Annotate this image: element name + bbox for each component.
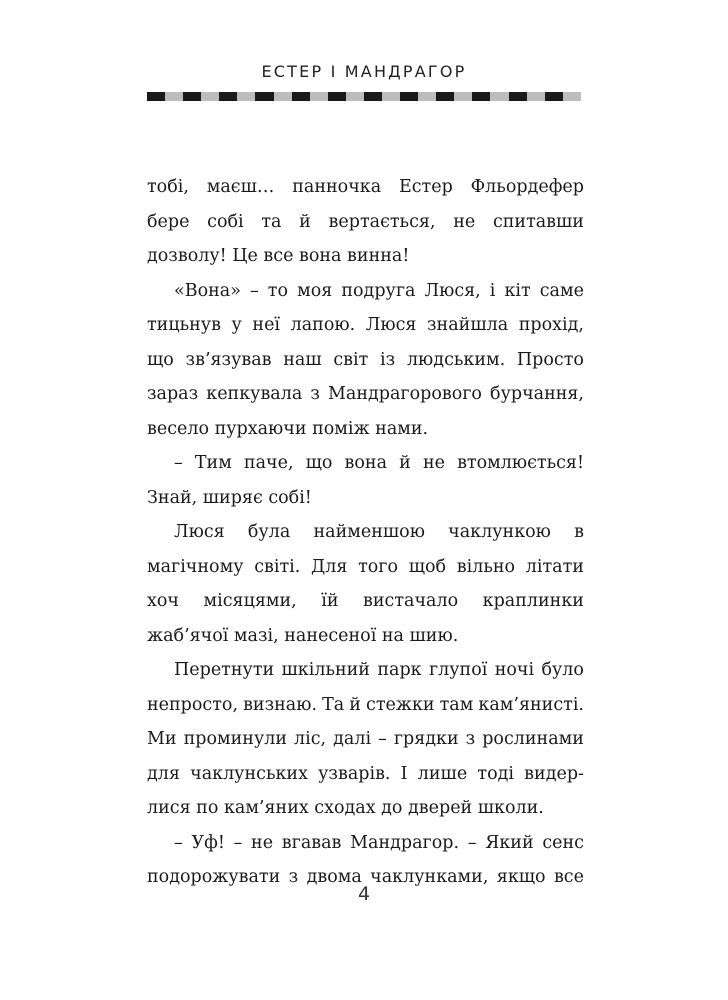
text-word: хоч: [147, 591, 179, 611]
text-line: [147, 619, 584, 654]
text-word: та: [261, 211, 282, 232]
text-word: панночка: [292, 177, 382, 197]
text-word: не: [251, 832, 274, 853]
text-word: –: [174, 832, 183, 853]
text-word: Ми: [147, 729, 177, 749]
text-word: чаклунками,: [370, 867, 489, 887]
text-word: їй: [321, 591, 339, 611]
text-word: –: [378, 729, 387, 749]
text-word: Люся: [365, 315, 417, 335]
text-word: зв’язував: [185, 349, 272, 370]
text-word: проминули: [183, 729, 288, 749]
text-word: –: [174, 453, 183, 473]
text-line: [147, 446, 584, 481]
text-word: лапою.: [290, 315, 356, 335]
text-word: спитавши: [492, 211, 584, 232]
text-word: й: [299, 211, 311, 232]
text-word: у: [231, 315, 242, 335]
text-word: лише: [417, 763, 468, 784]
text-word: моя: [297, 280, 333, 301]
text-word: не: [422, 453, 445, 473]
text-word: бере: [147, 211, 190, 232]
text-word: для: [147, 763, 180, 784]
text-line: [147, 377, 584, 412]
text-word: Мандрагорового: [327, 384, 482, 404]
text-line: [147, 412, 584, 447]
running-head-title: ЕСТЕР І МАНДРАГОР: [261, 62, 467, 81]
text-word: вистачало: [363, 591, 459, 611]
text-word: саме: [539, 280, 584, 301]
text-line: [147, 239, 584, 274]
text-word: собі: [207, 211, 244, 232]
text-word: непросто,: [147, 694, 239, 715]
text-word: кіт: [504, 280, 531, 301]
text-word: визнаю.: [243, 694, 318, 715]
text-word: –: [249, 280, 259, 301]
text-word: Тим: [194, 453, 232, 473]
text-word: Просто: [516, 349, 584, 370]
text-word: кам’янисті.: [478, 694, 584, 715]
text-word: й: [399, 453, 411, 473]
text-word: була: [247, 522, 291, 542]
text-line: [147, 722, 584, 757]
text-line-content: весело пурхаючи поміж нами.: [147, 418, 429, 439]
text-word: з: [288, 867, 299, 887]
text-word: узварів.: [318, 763, 391, 784]
decorative-dashed-rule: [147, 92, 581, 101]
text-word: І: [400, 763, 408, 784]
text-word: Фльордефер: [470, 177, 584, 197]
text-word: Та: [322, 694, 345, 715]
text-word: шкільний: [281, 660, 370, 680]
text-word: літати: [525, 556, 584, 577]
text-word: не: [453, 211, 476, 232]
page-number: 4: [357, 883, 371, 905]
text-word: стежки: [366, 694, 435, 715]
text-word: вільно: [456, 556, 516, 577]
text-word: двома: [306, 867, 362, 887]
text-word: тицьнув: [147, 315, 221, 335]
text-word: вона: [344, 453, 388, 473]
text-word: й: [349, 694, 361, 715]
text-word: магічному: [147, 556, 244, 577]
text-word: ночі: [494, 660, 535, 680]
text-word: рослинами: [482, 729, 584, 749]
text-word: чаклункою: [448, 522, 551, 542]
text-line: [147, 653, 584, 688]
text-word: чаклунських: [190, 763, 308, 784]
text-word: –: [233, 832, 243, 853]
text-line-content: жаб’ячої мазі, нанесеної на шию.: [147, 625, 459, 646]
text-word: то: [267, 280, 289, 301]
text-word: сенс: [542, 832, 584, 853]
text-word: парк: [377, 660, 422, 680]
text-word: «Вона»: [174, 280, 241, 301]
text-word: місяцями,: [203, 591, 297, 611]
text-word: що: [305, 453, 333, 473]
text-word: з: [310, 384, 320, 404]
text-line: [147, 826, 584, 861]
text-line-content: дозволу! Це все вона винна!: [147, 246, 410, 266]
text-word: далі: [333, 729, 372, 749]
text-word: з: [465, 729, 476, 749]
text-word: все: [553, 867, 584, 887]
text-word: вертається,: [328, 211, 436, 232]
text-word: знайшла: [427, 315, 509, 335]
text-line: [147, 205, 584, 240]
text-line: [147, 757, 584, 792]
text-word: там: [439, 694, 474, 715]
text-word: Перетнути: [174, 660, 275, 680]
text-word: в: [574, 522, 584, 542]
text-line-content: Знай, ширяє собі!: [147, 487, 312, 508]
text-word: Який: [485, 832, 534, 853]
text-word: тоді: [477, 763, 514, 784]
text-word: Люся: [174, 522, 225, 542]
text-word: світ: [333, 349, 369, 370]
text-word: того: [358, 556, 399, 577]
text-word: неї: [252, 315, 281, 335]
text-word: прохід,: [518, 315, 584, 335]
text-word: вгавав: [281, 832, 342, 853]
text-word: що: [147, 349, 174, 370]
text-line: [147, 343, 584, 378]
text-word: паче,: [243, 453, 294, 473]
text-word: було: [541, 660, 584, 680]
text-word: ліс,: [294, 729, 327, 749]
text-word: видер-: [524, 763, 584, 784]
text-word: Для: [311, 556, 348, 577]
text-line: [147, 791, 584, 826]
text-word: світі.: [254, 556, 301, 577]
text-line: [147, 170, 584, 205]
text-word: бурчання,: [490, 384, 584, 404]
text-word: із: [380, 349, 396, 370]
text-line: [147, 308, 584, 343]
text-word: Естер: [398, 177, 453, 197]
text-word: людським.: [406, 349, 506, 370]
text-word: втомлюється!: [457, 453, 584, 473]
text-word: найменшою: [313, 522, 425, 542]
text-word: Люся,: [424, 280, 481, 301]
text-word: грядки: [393, 729, 459, 749]
text-word: глупої: [428, 660, 488, 680]
text-line: [147, 274, 584, 309]
text-line-content: лися по кам’яних сходах до дверей школи.: [147, 798, 544, 818]
text-word: якщо: [496, 867, 546, 887]
text-word: зараз: [147, 384, 199, 404]
text-word: Мандрагор.: [350, 832, 460, 853]
text-word: маєш…: [206, 177, 275, 197]
text-line: [147, 550, 584, 585]
text-word: –: [467, 832, 477, 853]
text-word: наш: [283, 349, 322, 370]
text-word: краплинки: [482, 591, 584, 611]
text-word: кепкувала: [206, 384, 303, 404]
text-line: [147, 688, 584, 723]
text-line: [147, 515, 584, 550]
text-word: і: [489, 280, 496, 301]
text-word: щоб: [408, 556, 447, 577]
body-text: [147, 170, 584, 895]
text-word: подруга: [341, 280, 416, 301]
text-line: [147, 481, 584, 516]
text-line: [147, 584, 584, 619]
text-word: подорожувати: [147, 867, 281, 887]
text-word: Уф!: [191, 832, 225, 853]
text-word: тобі,: [147, 177, 189, 197]
